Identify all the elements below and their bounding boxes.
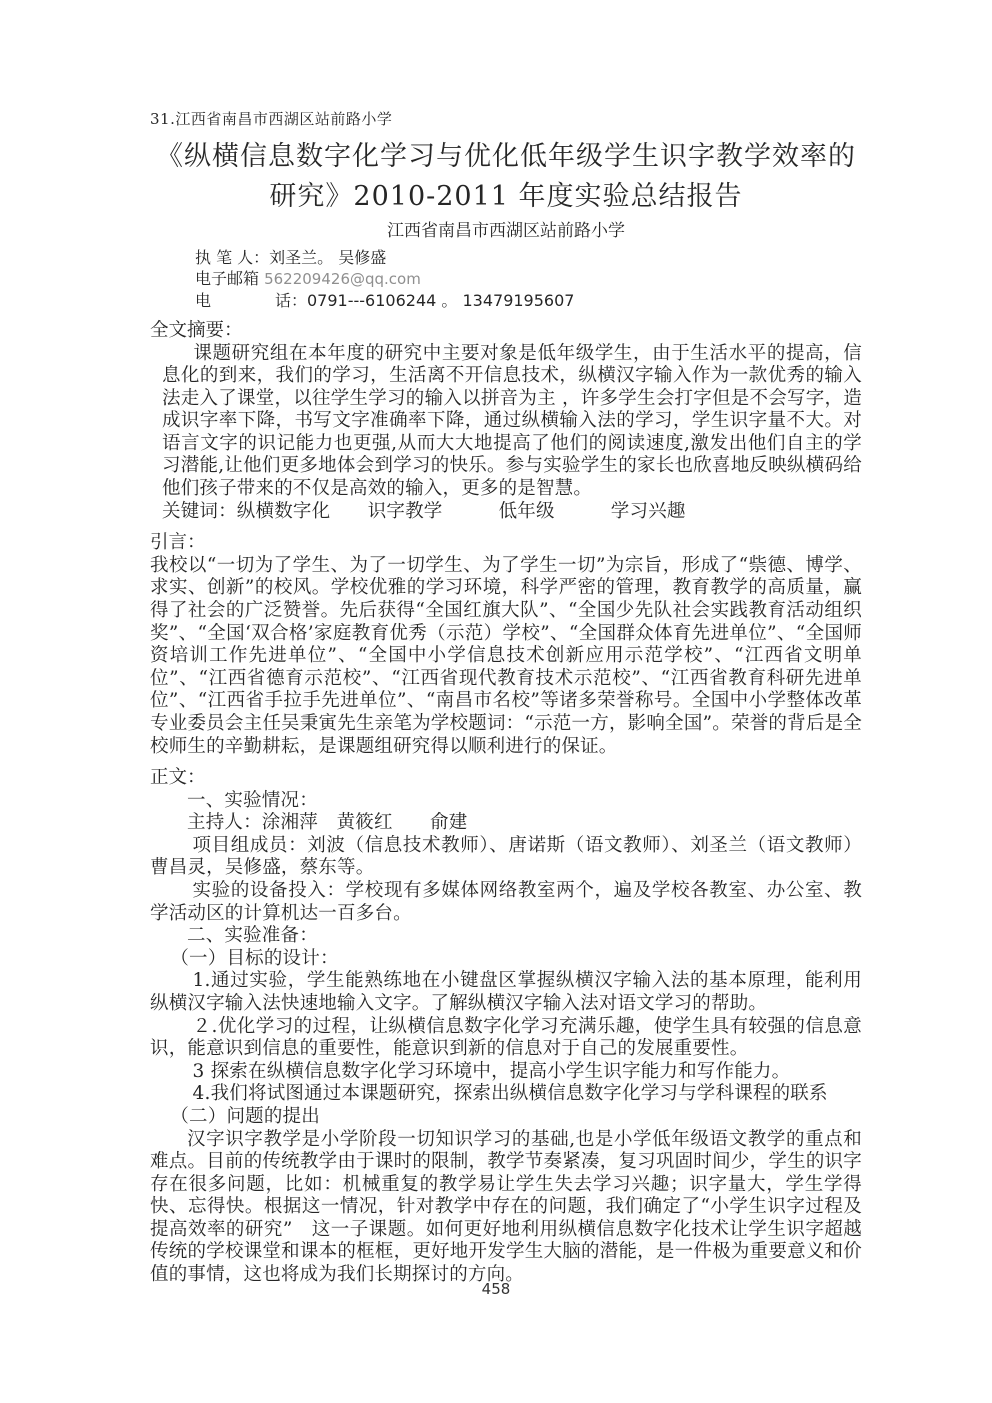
- paragraph-goal-1: 1.通过实验，学生能熟练地在小键盘区掌握纵横汉字输入法的基本原理，能利用纵横汉字输入法快速地输入文字。了解纵横汉字输入法对语文学习的帮助。: [150, 970, 862, 1014]
- email-address: 562209426@qq.com: [264, 270, 421, 288]
- paragraph-equipment: 实验的设备投入：学校现有多媒体网络教室两个，遍及学校各教室、办公室、教学活动区的计算机达一百多台。: [150, 879, 862, 924]
- page-number: 458: [481, 1280, 511, 1298]
- introduction-label: 引言：: [150, 532, 206, 554]
- abstract-label: 全文摘要：: [150, 320, 243, 341]
- paragraph-hosts: 主持人：涂湘萍 黄筱红 俞建: [187, 812, 468, 834]
- paragraph-goal-design-heading: （一）目标的设计：: [170, 947, 339, 969]
- school-subtitle: 江西省南昌市西湖区站前路小学: [387, 221, 625, 241]
- paragraph-problem-body: 汉字识字教学是小学阶段一切知识学习的基础,也是小学低年级语文教学的重点和难点。目前的传统教学由于课时的限制，教学节奏紧凑，复习巩固时间少，学生的识字存在很多问题，比如：机械重复的教学易让学生失去学习兴趣；识字量大，学生学得快、忘得快。根据这一情况，针对教学中存在的问题，我们确定了“小学生识字过程及提高效率的研究” 这一子课题。如何更好地利用纵横信息数字化技术让学生识字超越传统的学校课堂和课本的框框，更好地开发学生大脑的潜能，是一件极为重要意义和价值的事情，这也将成为我们长期探讨的方向。: [150, 1128, 862, 1286]
- document-title: [150, 137, 862, 217]
- phone-number: 电 话：0791---6106244 。 13479195607: [195, 291, 575, 310]
- main-text-label: 正文：: [150, 767, 206, 789]
- paragraph-project-members: 项目组成员：刘波（信息技术教师）、唐诺斯（语文教师）、刘圣兰（语文教师）曹昌灵，吴修盛，蔡东等。: [150, 834, 862, 879]
- document-content: [150, 110, 862, 1287]
- document-title-line2: 研究》2010-2011 年度实验总结报告: [269, 181, 743, 212]
- paragraph-goal-4: 4.我们将试图通过本课题研究，探索出纵横信息数字化学习与学科课程的联系: [192, 1083, 828, 1105]
- email-label: 电子邮箱: [195, 269, 265, 288]
- paragraph-goal-2: ２.优化学习的过程，让纵横信息数字化学习充满乐趣，使学生具有较强的信息意识，能意识到信息的重要性，能意识到新的信息对于自己的发展重要性。: [150, 1015, 862, 1060]
- paragraph-experiment-overview: 一、实验情况：: [187, 789, 318, 811]
- paragraph-preparation-heading: 二、实验准备：: [187, 925, 318, 947]
- author-line: 执 笔 人：刘圣兰。 吴修盛: [195, 248, 387, 267]
- abstract-body: 课题研究组在本年度的研究中主要对象是低年级学生，由于生活水平的提高，信息化的到来，我们的学习，生活离不开信息技术，纵横汉字输入作为一款优秀的输入法走入了课堂，以往学生学习的输入以拼音为主 ，许多学生会打字但是不会写字，造成识字率下降，书写文字准确率下降，通过纵横输入法的学习，学生识字量不大。对语言文字的识记能力也更强,从而大大地提高了他们的阅读速度,激发出他们自主的学习潜能,让他们更多地体会到学习的快乐。参与实验学生的家长也欣喜地反映纵横码给他们孩子带来的不仅是高效的输入，更多的是智慧。: [162, 342, 862, 500]
- paragraph-problem-heading: （二）问题的提出: [170, 1105, 320, 1127]
- email-line: [195, 268, 862, 290]
- author-info-block: [195, 247, 862, 311]
- phone-line: [195, 290, 862, 311]
- introduction-body: 我校以“一切为了学生、为了一切学生、为了学生一切”为宗旨，形成了“祡德、博学、求实、创新”的校风。学校优雅的学习环境，科学严密的管理，教育教学的高质量，赢得了社会的广泛赞誉。先后获得“全国红旗大队”、“全国少先队社会实践教育活动组织奖”、“全国‘双合格’家庭教育优秀（示范）学校”、“全国群众体育先进单位”、“全国师资培训工作先进单位”、“全国中小学信息技术创新应用示范学校”、“江西省文明单位”、“江西省德育示范校”、“江西省现代教育技术示范校”、“江西省教育科研先进单位”、“江西省手拉手先进单位”、“南昌市名校”等诸多荣誉称号。全国中小学整体改革专业委员会主任吴秉寅先生亲笔为学校题词：“示范一方，影响全国”。荣誉的背后是全校师生的辛勤耕耘，是课题组研究得以顺利进行的保证。: [150, 554, 862, 757]
- school-index-line: 31.江西省南昌市西湖区站前路小学: [150, 110, 393, 128]
- document-title-line1: 《纵横信息数字化学习与优化低年级学生识字教学效率的: [156, 141, 856, 172]
- main-text-block: [150, 790, 862, 1287]
- paragraph-goal-3: 3 探索在纵横信息数字化学习环境中，提高小学生识字能力和写作能力。: [192, 1060, 791, 1082]
- keywords-line: 关键词：纵横数字化 识字教学 低年级 学习兴趣: [162, 500, 686, 522]
